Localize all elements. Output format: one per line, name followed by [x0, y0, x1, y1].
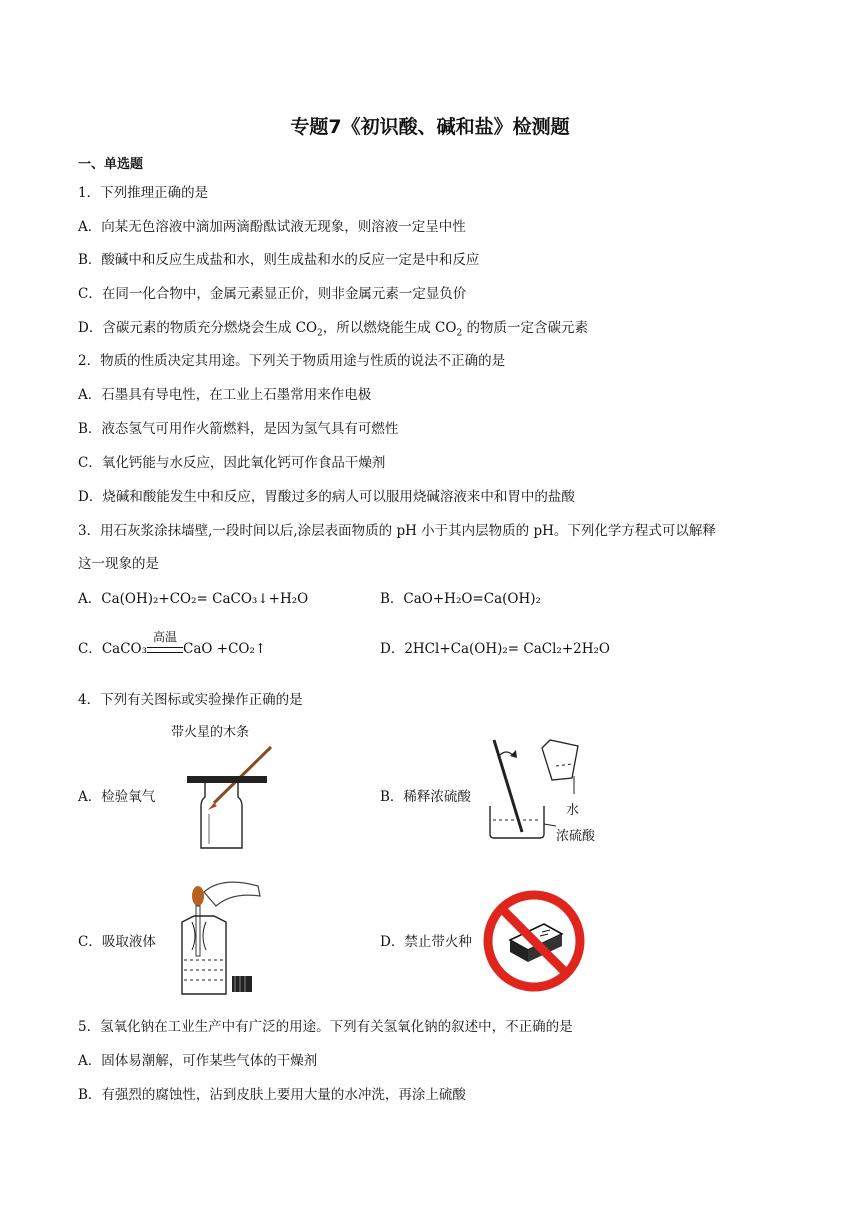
reaction-arrow	[147, 630, 183, 653]
q2-option-a[interactable]: A．石墨具有导电性，在工业上石墨常用来作电极	[78, 387, 372, 403]
q1-d-text-1: D．含碳元素的物质充分燃烧会生成 CO	[78, 320, 318, 336]
q5-option-a[interactable]: A．固体易潮解，可作某些气体的干燥剂	[78, 1053, 318, 1069]
q3-c-reactant: C．CaCO₃	[78, 641, 148, 657]
q1-d-text-3: 的物质一定含碳元素	[462, 320, 588, 336]
reaction-condition: 高温	[153, 630, 178, 644]
figure-oxygen-test	[165, 720, 280, 855]
dropper-tube-icon	[196, 906, 200, 956]
wooden-splint-icon	[214, 747, 271, 803]
equals-arrow-icon	[147, 647, 183, 653]
figure-label-water: 水	[566, 803, 580, 818]
q1-option-a[interactable]: A．向某无色溶液中滴加两滴酚酞试液无现象，则溶液一定呈中性	[78, 219, 466, 235]
q4-option-b[interactable]: B．稀释浓硫酸	[380, 789, 471, 805]
q1-d-sub-1: 2	[317, 328, 323, 339]
figure-dilute-acid	[484, 734, 614, 849]
q3-stem-line-2: 这一现象的是	[78, 556, 159, 572]
q2-option-b[interactable]: B．液态氢气可用作火箭燃料，是因为氢气具有可燃性	[78, 421, 399, 437]
q4-option-c[interactable]: C．吸取液体	[78, 934, 156, 950]
q5-stem: 5．氢氧化钠在工业生产中有广泛的用途。下列有关氢氧化钠的叙述中，不正确的是	[78, 1019, 573, 1035]
q3-option-d[interactable]: D．2HCl+Ca(OH)₂= CaCl₂+2H₂O	[380, 641, 611, 657]
figure-prohibition-sign	[480, 888, 588, 994]
q1-stem: 1．下列推理正确的是	[78, 185, 209, 201]
dropper-bulb-icon	[192, 886, 204, 906]
page-title: 专题7《初识酸、碱和盐》检测题	[290, 116, 570, 138]
gas-bottle-icon	[201, 783, 242, 848]
glass-slide-icon	[187, 776, 267, 783]
q1-option-d[interactable]	[78, 316, 588, 339]
q1-option-b[interactable]: B．酸碱中和反应生成盐和水，则生成盐和水的反应一定是中和反应	[78, 252, 480, 268]
figure-dropper	[170, 878, 275, 1000]
q4-option-a[interactable]: A．检验氧气	[78, 789, 156, 805]
q2-stem: 2．物质的性质决定其用途。下列关于物质用途与性质的说法不正确的是	[78, 353, 506, 369]
q3-option-b[interactable]: B．CaO+H₂O=Ca(OH)₂	[380, 591, 541, 607]
q4-option-d[interactable]: D．禁止带火种	[380, 934, 472, 950]
q3-option-c[interactable]	[78, 630, 267, 657]
q3-option-a[interactable]: A．Ca(OH)₂+CO₂= CaCO₃↓+H₂O	[78, 591, 309, 607]
q2-option-c[interactable]: C．氧化钙能与水反应，因此氧化钙可作食品干燥剂	[78, 455, 386, 471]
q2-option-d[interactable]: D．烧碱和酸能发生中和反应，胃酸过多的病人可以服用烧碱溶液来中和胃中的盐酸	[78, 489, 575, 505]
section-heading: 一、单选题	[78, 157, 144, 172]
q3-stem-line-1: 3．用石灰浆涂抹墙壁,一段时间以后,涂层表面物质的 pH 小于其内层物质的 pH。下列化学方程式可以解释	[78, 523, 716, 539]
q1-d-text-2: ，所以燃烧能生成 CO	[322, 320, 457, 336]
q5-option-b[interactable]: B．有强烈的腐蚀性，沾到皮肤上要用大量的水冲洗，再涂上硫酸	[78, 1087, 466, 1103]
q1-option-c[interactable]: C．在同一化合物中，金属元素显正价，则非金属元素一定显负价	[78, 286, 467, 302]
figure-label-acid: 浓硫酸	[556, 829, 596, 844]
glowing-tip-icon	[208, 803, 217, 810]
figure-label-splint: 带火星的木条	[171, 725, 250, 740]
q3-c-products: CaO +CO₂↑	[183, 641, 267, 657]
q1-d-sub-2: 2	[456, 328, 463, 339]
q4-stem: 4．下列有关图标或实验操作正确的是	[78, 692, 303, 708]
glass-rod-icon	[494, 740, 522, 832]
hand-icon	[204, 882, 260, 906]
water-beaker-icon	[542, 740, 578, 780]
